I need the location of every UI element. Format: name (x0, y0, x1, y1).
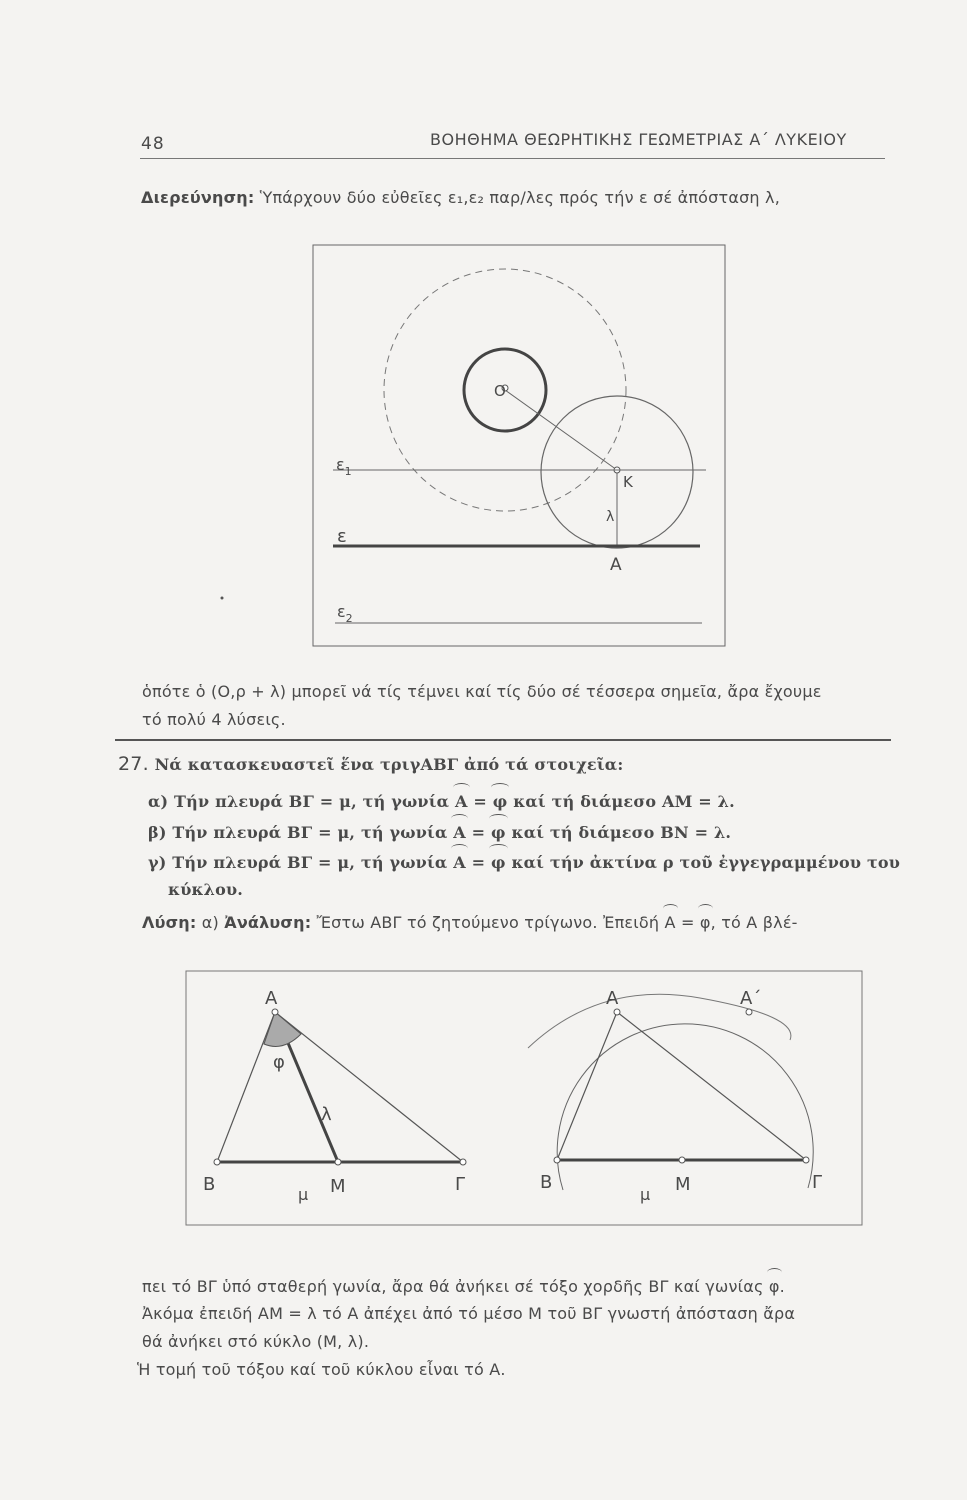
label-m-left: M (330, 1176, 346, 1197)
arc-chord-bg (557, 1024, 813, 1190)
discussion-text: Ὑπάρχουν δύο εὐθεῖες ε₁,ε₂ παρ/λες πρός τήν ε σέ ἀπόσταση λ, (259, 188, 781, 207)
label-e1: $\varepsilon_1$ (336, 455, 352, 478)
angle-a-hat: Α (453, 823, 466, 842)
angle-phi-hatch (264, 1012, 301, 1046)
angle-a-hat: Α (453, 853, 466, 872)
angle-phi-hat: φ (492, 792, 508, 811)
figure1-frame (313, 245, 725, 646)
problem-part-c-cont: κύκλου. (168, 880, 244, 899)
figure2-frame (186, 971, 862, 1225)
label-mu-right: μ (640, 1185, 651, 1204)
figure-triangle-construction (0, 960, 967, 1230)
angle-phi-hat: φ (490, 853, 506, 872)
angle-a-hat: Α (664, 913, 676, 932)
label-a-left: A (265, 988, 278, 1009)
continuation-line-3: θά ἀνήκει στό κύκλο (Μ, λ). (142, 1332, 370, 1351)
figure-circles-lines (0, 0, 967, 660)
left-triangle (214, 1009, 466, 1165)
analysis-label: Ἀνάλυση: (224, 913, 312, 932)
label-phi-left: φ (273, 1052, 285, 1073)
problem-part-b: β) Τήν πλευρά ΒΓ = μ, τή γωνία Α = φ καί τή διάμεσο ΒΝ = λ. (148, 823, 732, 842)
label-k: K (623, 473, 633, 491)
label-b-right: B (540, 1172, 553, 1193)
discussion-label: Διερεύνηση: (141, 188, 255, 207)
label-mu-left: μ (298, 1185, 309, 1204)
right-construction (528, 994, 813, 1190)
label-a-1: A (610, 555, 622, 575)
segment-ok (505, 390, 617, 470)
section-rule (115, 739, 891, 741)
page-number: 48 (141, 134, 165, 154)
label-g-right: Γ (812, 1172, 823, 1193)
solution-label: Λύση: (142, 913, 197, 932)
problem-text: Νά κατασκευαστεῖ ἕνα τριγΑΒΓ ἀπό τά στοιχεῖα: (154, 755, 624, 774)
label-m-right: M (675, 1174, 691, 1195)
continuation-line-2: Ἀκόμα ἐπειδή ΑΜ = λ τό Α ἀπέχει ἀπό τό μέσο Μ τοῦ ΒΓ γνωστή ἀπόσταση ἄρα (142, 1304, 796, 1323)
angle-a-hat: Α (454, 792, 468, 811)
angle-phi-hat: φ (699, 913, 711, 932)
label-b-left: B (203, 1174, 216, 1195)
solution-line: Λύση: α) Ἀνάλυση: Ἔστω ΑΒΓ τό ζητούμενο τρίγωνο. Ἐπειδή Α = φ, τό Α βλέ- (142, 913, 798, 932)
label-o: O (494, 382, 506, 400)
problem-part-c: γ) Τήν πλευρά ΒΓ = μ, τή γωνία Α = φ καί τήν ἀκτίνα ρ τοῦ ἐγγεγραμμένου του (148, 853, 901, 872)
label-a-prime-right: A΄ (740, 988, 762, 1009)
running-head: ΒΟΗΘΗΜΑ ΘΕΩΡΗΤΙΚΗΣ ΓΕΩΜΕΤΡΙΑΣ Α΄ ΛΥΚΕΙΟΥ (430, 130, 847, 149)
problem-number: 27. (118, 753, 149, 775)
conclusion-line-1: ὁπότε ὁ (Ο,ρ + λ) μπορεῖ νά τίς τέμνει καί τίς δύο σέ τέσσερα σημεῖα, ἄρα ἔχουμε (142, 682, 822, 701)
label-lambda-1: λ (606, 509, 615, 525)
stray-dot (221, 597, 224, 600)
conclusion-line-2: τό πολύ 4 λύσεις. (142, 710, 286, 729)
problem-part-a: α) Τήν πλευρά ΒΓ = μ, τή γωνία Α = φ καί τή διάμεσο ΑΜ = λ. (148, 792, 735, 811)
problem-statement (118, 753, 623, 775)
continuation-line-1: πει τό ΒΓ ὑπό σταθερή γωνία, ἄρα θά ἀνήκει σέ τόξο χορδῆς ΒΓ καί γωνίας φ. (142, 1277, 785, 1296)
label-lambda-left: λ (321, 1104, 332, 1125)
label-a-right: A (606, 988, 619, 1009)
angle-phi-hat: φ (768, 1277, 780, 1296)
label-g-left: Γ (455, 1174, 466, 1195)
continuation-line-4: Ἡ τομή τοῦ τόξου καί τοῦ κύκλου εἶναι τό Α. (137, 1360, 506, 1379)
label-e2: $\varepsilon_2$ (337, 602, 353, 625)
angle-phi-hat: φ (491, 823, 506, 842)
label-e: ε (337, 526, 347, 547)
